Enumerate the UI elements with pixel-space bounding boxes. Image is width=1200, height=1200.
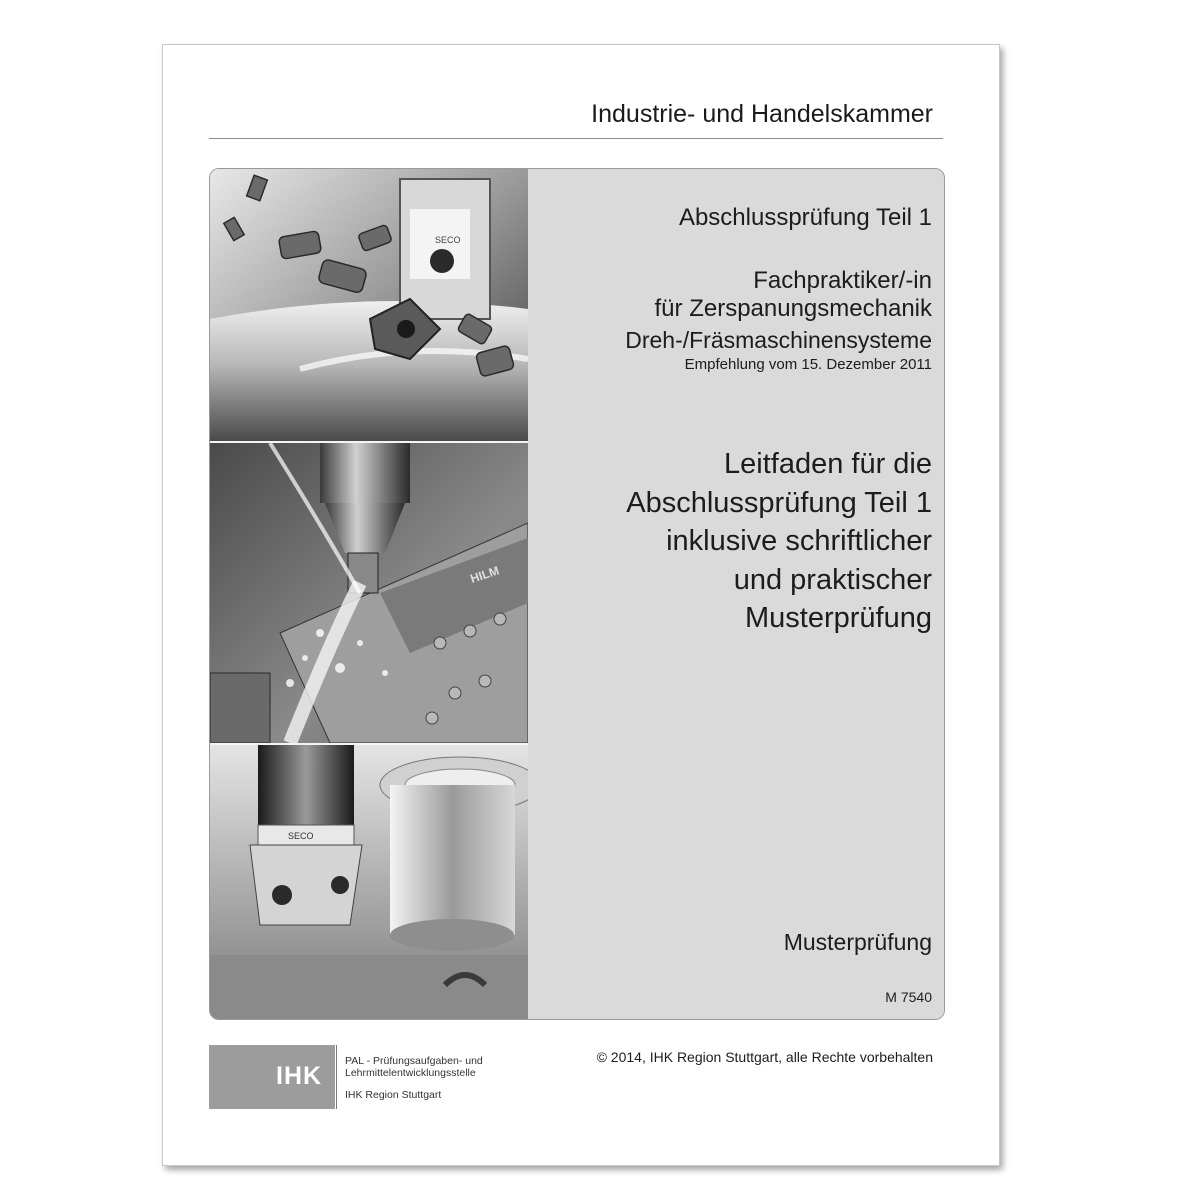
ihk-region: IHK Region Stuttgart bbox=[345, 1089, 442, 1101]
profession-line-1: Fachpraktiker/-in bbox=[753, 267, 932, 294]
guide-title bbox=[626, 445, 932, 638]
cover-panel bbox=[209, 168, 945, 1020]
document-code: M 7540 bbox=[885, 989, 932, 1005]
tool-marking: SECO bbox=[435, 235, 461, 245]
exam-part-title: Abschlussprüfung Teil 1 bbox=[678, 204, 932, 231]
recommendation-date: Empfehlung vom 15. Dezember 2011 bbox=[684, 356, 932, 373]
turning-insert-photo bbox=[210, 169, 528, 441]
ihk-logo bbox=[209, 1045, 335, 1109]
pal-line-2: Lehrmittelentwicklungsstelle bbox=[345, 1067, 476, 1079]
photo-column bbox=[210, 169, 528, 1019]
copyright-notice: © 2014, IHK Region Stuttgart, alle Rechte vorbehalten bbox=[596, 1049, 933, 1065]
header-divider bbox=[209, 138, 943, 139]
guide-title-line: und praktischer bbox=[733, 563, 932, 596]
document-type-label: Musterprüfung bbox=[783, 929, 932, 955]
face-mill-photo bbox=[210, 745, 528, 1019]
guide-title-line: Musterprüfung bbox=[745, 602, 932, 634]
specialization: Dreh-/Fräsmaschinensysteme bbox=[625, 327, 932, 353]
logo-divider bbox=[336, 1045, 337, 1109]
guide-title-line: inklusive schriftlicher bbox=[666, 525, 932, 557]
organization-title: Industrie- und Handelskammer bbox=[591, 100, 933, 128]
document-cover bbox=[162, 44, 1000, 1166]
cover-text-area bbox=[528, 169, 944, 1019]
pal-line-1: PAL - Prüfungsaufgaben- und bbox=[345, 1055, 483, 1067]
tool-marking: HILM bbox=[468, 563, 501, 586]
ihk-logo-text: IHK bbox=[276, 1062, 323, 1090]
guide-title-line: Abschlussprüfung Teil 1 bbox=[626, 486, 932, 519]
profession-line-2: für Zerspanungsmechanik bbox=[654, 295, 932, 322]
pal-description bbox=[345, 1055, 483, 1079]
milling-coolant-photo bbox=[210, 443, 528, 743]
tool-marking: SECO bbox=[288, 831, 314, 841]
guide-title-line: Leitfaden für die bbox=[724, 448, 932, 480]
